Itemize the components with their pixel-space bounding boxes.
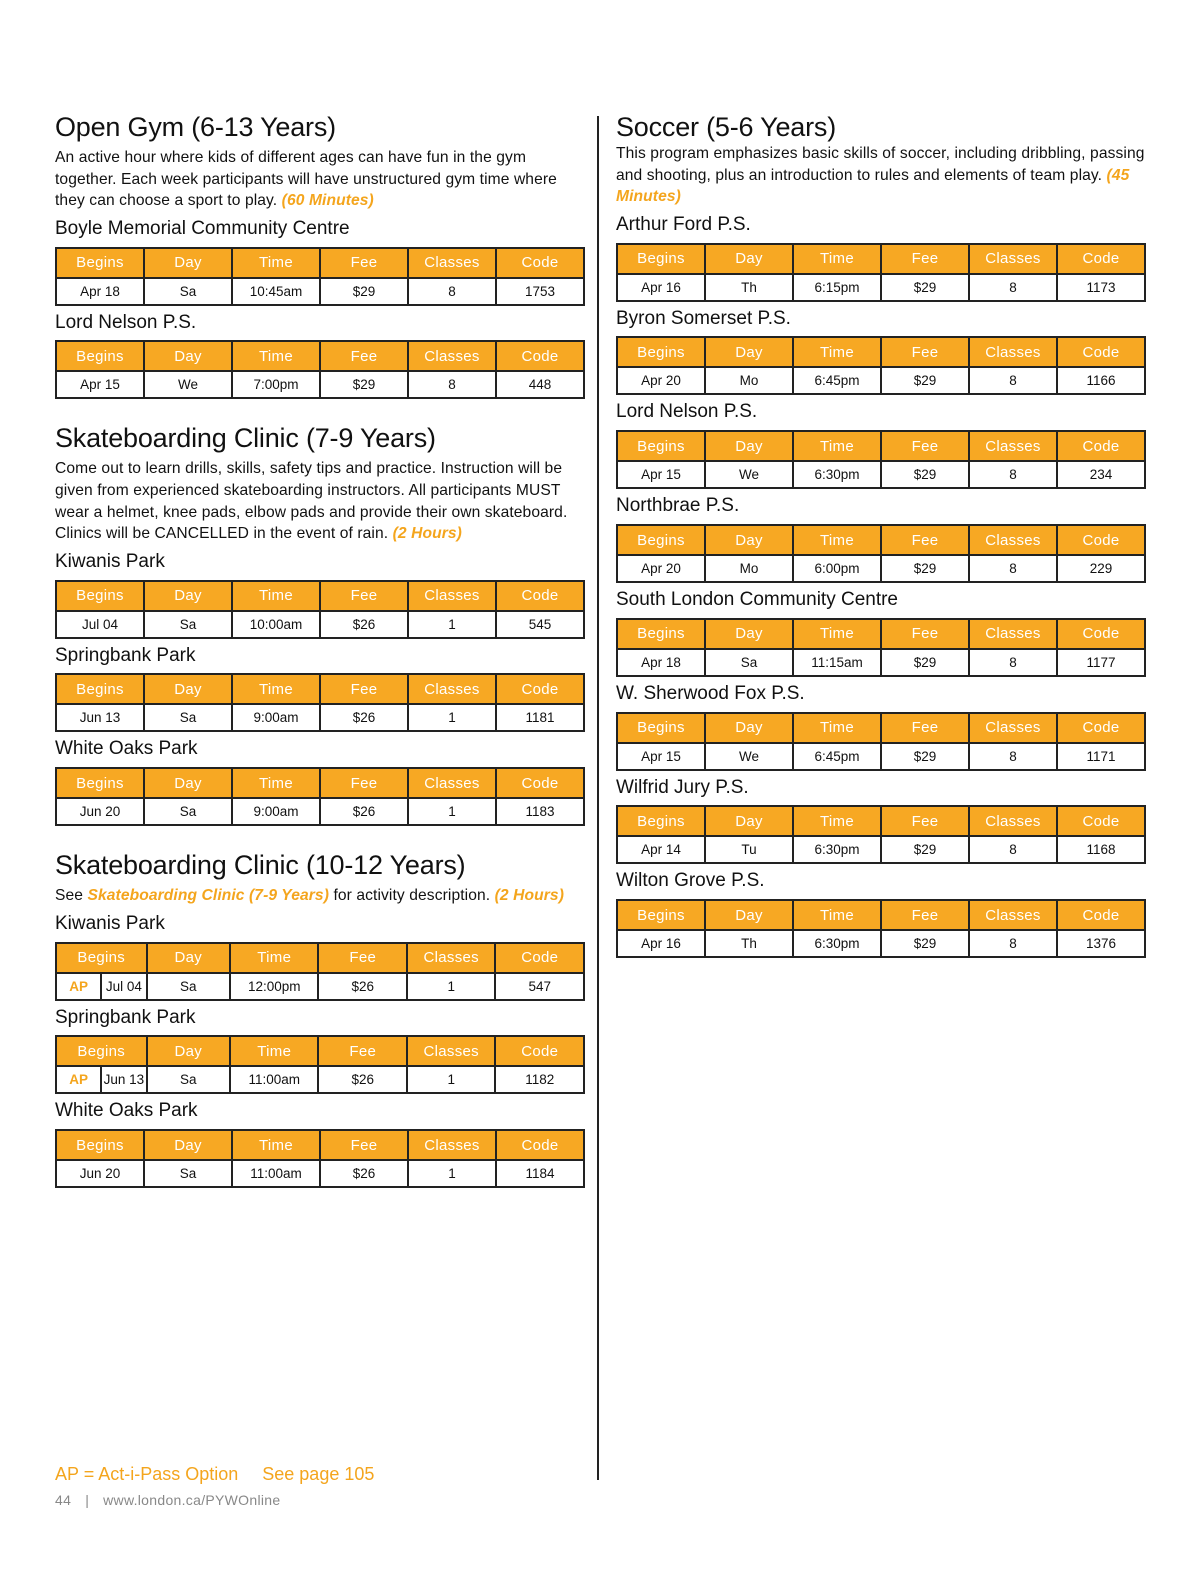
- column-header: Classes: [408, 674, 496, 704]
- table-cell-classes: 1: [407, 973, 496, 1000]
- location-name: South London Community Centre: [616, 589, 898, 611]
- table-row: [617, 461, 1145, 488]
- column-header: Fee: [881, 337, 969, 367]
- column-header: Time: [793, 337, 881, 367]
- schedule-table: [616, 430, 1146, 489]
- footer-url[interactable]: www.london.ca/PYWOnline: [103, 1492, 281, 1508]
- program-skateboarding-10-12: [55, 850, 585, 1188]
- table-row: [56, 611, 584, 638]
- table-row: [56, 278, 584, 305]
- table-cell-day: Sa: [147, 973, 230, 1000]
- schedule-table: [55, 1035, 585, 1094]
- table-cell-classes: 8: [969, 367, 1057, 394]
- table-cell-begins: Apr 16: [617, 274, 705, 301]
- column-header: Fee: [881, 806, 969, 836]
- column-header: Day: [705, 431, 793, 461]
- table-cell-time: 6:45pm: [793, 743, 881, 770]
- table-cell-fee: $29: [881, 743, 969, 770]
- schedule-table: [55, 1129, 585, 1188]
- table-row: [56, 798, 584, 825]
- table-cell-classes: 1: [408, 798, 496, 825]
- column-header: Code: [496, 581, 584, 611]
- location-name: Arthur Ford P.S.: [616, 213, 751, 235]
- program-description: Come out to learn drills, skills, safety tips and practice. Instruction will be given from experienced skateboarding instructors. All participants MUST wear a helmet, knee pads, elbow pads and provide their own skateboard. Clinics will be CANCELLED in the event of rain. (2 Hours): [55, 460, 568, 543]
- column-header: Classes: [408, 768, 496, 798]
- table-cell-classes: 8: [969, 555, 1057, 582]
- column-header: Code: [496, 341, 584, 371]
- table-cell-begins: Apr 20: [617, 367, 705, 394]
- location-name: Wilfrid Jury P.S.: [616, 776, 749, 798]
- table-cell-day: Tu: [705, 836, 793, 863]
- column-header: Code: [495, 943, 584, 973]
- table-row: [56, 704, 584, 731]
- column-header: Fee: [318, 943, 407, 973]
- footer-separator: |: [85, 1492, 90, 1508]
- table-cell-code: 1181: [496, 704, 584, 731]
- table-cell-code: 545: [496, 611, 584, 638]
- table-cell-day: Sa: [144, 278, 232, 305]
- table-cell-day: Sa: [144, 704, 232, 731]
- location-name: Lord Nelson P.S.: [616, 401, 758, 423]
- table-cell-begins: Apr 15: [56, 371, 144, 398]
- column-header: Fee: [881, 525, 969, 555]
- schedule-table: [616, 712, 1146, 771]
- column-header: Code: [496, 674, 584, 704]
- table-cell-time: 10:45am: [232, 278, 320, 305]
- column-header: Code: [1057, 619, 1145, 649]
- column-header: Time: [793, 431, 881, 461]
- table-cell-begins: Jul 04: [101, 973, 146, 1000]
- table-cell-code: 1177: [1057, 649, 1145, 676]
- column-header: Begins: [56, 1130, 144, 1160]
- program-description: This program emphasizes basic skills of soccer, including dribbling, passing and shooting, plus an introduction to rules and elements of team play. (45 Minutes): [616, 145, 1145, 206]
- column-header: Classes: [408, 581, 496, 611]
- table-cell-fee: $26: [318, 973, 407, 1000]
- column-header: Day: [144, 674, 232, 704]
- table-cell-day: Th: [705, 274, 793, 301]
- column-header: Fee: [320, 341, 408, 371]
- location-name: Northbrae P.S.: [616, 495, 740, 517]
- column-header: Begins: [617, 713, 705, 743]
- column-header: Fee: [320, 768, 408, 798]
- column-header: Code: [1057, 713, 1145, 743]
- table-cell-classes: 8: [408, 371, 496, 398]
- table-cell-time: 6:00pm: [793, 555, 881, 582]
- table-cell-day: Sa: [144, 1160, 232, 1187]
- schedule-table: [616, 899, 1146, 958]
- program-duration: (45 Minutes): [616, 166, 1130, 206]
- column-header: Code: [1057, 900, 1145, 930]
- table-cell-begins: Apr 18: [617, 649, 705, 676]
- left-column: [55, 112, 585, 1208]
- table-cell-begins: Jun 20: [56, 798, 144, 825]
- schedule-table: [616, 336, 1146, 395]
- column-header: Begins: [617, 525, 705, 555]
- table-cell-classes: 1: [408, 611, 496, 638]
- page-footer: [55, 1492, 280, 1508]
- table-cell-begins: Jun 20: [56, 1160, 144, 1187]
- table-cell-time: 6:15pm: [793, 274, 881, 301]
- table-cell-time: 11:00am: [232, 1160, 320, 1187]
- column-header: Day: [144, 581, 232, 611]
- table-cell-day: We: [705, 743, 793, 770]
- column-header: Fee: [320, 674, 408, 704]
- table-cell-classes: 1: [408, 704, 496, 731]
- schedule-table: [55, 767, 585, 826]
- ap-legend-text: AP = Act-i-Pass Option: [55, 1464, 239, 1484]
- table-row: [617, 930, 1145, 957]
- column-header: Begins: [617, 619, 705, 649]
- table-row: [617, 274, 1145, 301]
- column-header: Classes: [407, 1036, 496, 1066]
- program-title: Open Gym (6-13 Years): [55, 112, 336, 142]
- program-description: See Skateboarding Clinic (7-9 Years) for activity description. (2 Hours): [55, 887, 564, 905]
- column-header: Classes: [407, 943, 496, 973]
- program-duration: (60 Minutes): [281, 192, 374, 210]
- program-title: Skateboarding Clinic (10-12 Years): [55, 850, 466, 881]
- table-cell-fee: $29: [881, 930, 969, 957]
- column-header: Begins: [56, 1036, 147, 1066]
- location-name: W. Sherwood Fox P.S.: [616, 682, 805, 704]
- table-cell-begins: Apr 15: [617, 461, 705, 488]
- column-header: Time: [793, 244, 881, 274]
- location-name: Springbank Park: [55, 644, 196, 666]
- table-cell-code: 1184: [496, 1160, 584, 1187]
- column-header: Time: [232, 248, 320, 278]
- column-header: Begins: [56, 248, 144, 278]
- column-header: Day: [705, 713, 793, 743]
- table-cell-time: 9:00am: [232, 704, 320, 731]
- page-number: 44: [55, 1492, 72, 1508]
- table-row: [617, 367, 1145, 394]
- column-header: Code: [496, 1130, 584, 1160]
- column-header: Fee: [320, 248, 408, 278]
- table-cell-code: 229: [1057, 555, 1145, 582]
- column-header: Classes: [969, 337, 1057, 367]
- schedule-table: [55, 247, 585, 306]
- table-cell-time: 6:45pm: [793, 367, 881, 394]
- schedule-table: [55, 340, 585, 399]
- location-name: Kiwanis Park: [55, 550, 165, 572]
- table-cell-code: 1753: [496, 278, 584, 305]
- location-list: [55, 218, 585, 400]
- column-header: Classes: [969, 806, 1057, 836]
- table-cell-fee: $29: [881, 649, 969, 676]
- table-cell-code: 1173: [1057, 274, 1145, 301]
- column-header: Time: [230, 943, 319, 973]
- table-cell-classes: 8: [408, 278, 496, 305]
- column-header: Day: [705, 900, 793, 930]
- table-row: [56, 1160, 584, 1187]
- column-header: Fee: [881, 713, 969, 743]
- column-header: Classes: [969, 431, 1057, 461]
- column-divider: [597, 116, 599, 1480]
- table-cell-classes: 8: [969, 649, 1057, 676]
- location-name: Springbank Park: [55, 1006, 196, 1028]
- table-cell-time: 12:00pm: [230, 973, 319, 1000]
- program-open-gym: [55, 112, 585, 399]
- table-row: [56, 973, 584, 1000]
- column-header: Fee: [881, 619, 969, 649]
- column-header: Begins: [56, 674, 144, 704]
- location-name: Boyle Memorial Community Centre: [55, 217, 350, 239]
- column-header: Fee: [318, 1036, 407, 1066]
- column-header: Time: [793, 900, 881, 930]
- table-cell-code: 1183: [496, 798, 584, 825]
- table-cell-code: 1182: [495, 1066, 584, 1093]
- table-cell-code: 1166: [1057, 367, 1145, 394]
- table-cell-fee: $29: [881, 836, 969, 863]
- table-cell-begins: Jul 04: [56, 611, 144, 638]
- table-cell-begins: Apr 20: [617, 555, 705, 582]
- table-cell-fee: $29: [881, 367, 969, 394]
- table-cell-fee: $29: [320, 278, 408, 305]
- column-header: Day: [705, 525, 793, 555]
- table-cell-begins: Jun 13: [101, 1066, 146, 1093]
- table-cell-day: Sa: [144, 611, 232, 638]
- program-soccer: [616, 112, 1146, 958]
- column-header: Classes: [408, 1130, 496, 1160]
- column-header: Classes: [969, 900, 1057, 930]
- table-cell-code: 1376: [1057, 930, 1145, 957]
- location-name: White Oaks Park: [55, 738, 198, 760]
- table-cell-time: 10:00am: [232, 611, 320, 638]
- column-header: Code: [496, 248, 584, 278]
- column-header: Day: [144, 341, 232, 371]
- program-title: Soccer (5-6 Years): [616, 112, 837, 142]
- table-cell-begins: Apr 16: [617, 930, 705, 957]
- table-cell-day: We: [144, 371, 232, 398]
- location-list: [616, 214, 1146, 958]
- column-header: Fee: [881, 244, 969, 274]
- column-header: Classes: [408, 341, 496, 371]
- location-name: Lord Nelson P.S.: [55, 311, 197, 333]
- table-cell-classes: 8: [969, 930, 1057, 957]
- table-row: [617, 555, 1145, 582]
- column-header: Begins: [617, 337, 705, 367]
- column-header: Day: [144, 1130, 232, 1160]
- table-cell-code: 547: [495, 973, 584, 1000]
- table-cell-classes: 8: [969, 743, 1057, 770]
- table-cell-fee: $26: [320, 704, 408, 731]
- column-header: Time: [793, 713, 881, 743]
- see-page-link[interactable]: See page 105: [262, 1464, 375, 1484]
- column-header: Time: [793, 619, 881, 649]
- table-row: [617, 743, 1145, 770]
- location-name: White Oaks Park: [55, 1100, 198, 1122]
- program-title: Skateboarding Clinic (7-9 Years): [55, 423, 436, 454]
- table-cell-day: We: [705, 461, 793, 488]
- column-header: Day: [705, 806, 793, 836]
- table-cell-fee: $26: [320, 798, 408, 825]
- column-header: Begins: [617, 431, 705, 461]
- table-cell-begins: Jun 13: [56, 704, 144, 731]
- program-skateboarding-7-9: [55, 423, 585, 826]
- column-header: Begins: [56, 768, 144, 798]
- column-header: Begins: [56, 581, 144, 611]
- table-cell-time: 6:30pm: [793, 930, 881, 957]
- column-header: Classes: [969, 713, 1057, 743]
- column-header: Day: [705, 337, 793, 367]
- schedule-table: [55, 942, 585, 1001]
- column-header: Code: [1057, 806, 1145, 836]
- column-header: Time: [232, 341, 320, 371]
- column-header: Classes: [969, 619, 1057, 649]
- right-column: [616, 112, 1146, 978]
- column-header: Day: [144, 768, 232, 798]
- column-header: Classes: [969, 244, 1057, 274]
- table-cell-fee: $29: [320, 371, 408, 398]
- schedule-table: [616, 243, 1146, 302]
- location-list: [55, 551, 585, 826]
- column-header: Code: [1057, 244, 1145, 274]
- location-list: [55, 913, 585, 1188]
- column-header: Code: [1057, 431, 1145, 461]
- column-header: Time: [232, 581, 320, 611]
- column-header: Day: [144, 248, 232, 278]
- column-header: Fee: [320, 1130, 408, 1160]
- table-row: [56, 1066, 584, 1093]
- column-header: Code: [496, 768, 584, 798]
- table-cell-classes: 8: [969, 836, 1057, 863]
- table-cell-code: 234: [1057, 461, 1145, 488]
- column-header: Time: [232, 1130, 320, 1160]
- table-cell-day: Mo: [705, 555, 793, 582]
- column-header: Day: [705, 619, 793, 649]
- column-header: Time: [793, 525, 881, 555]
- program-description: An active hour where kids of different ages can have fun in the gym together. Each week participants will have unstructured gym time where they can choose a sport to play. (60 Minutes): [55, 149, 557, 210]
- table-cell-fee: $29: [881, 461, 969, 488]
- column-header: Begins: [617, 244, 705, 274]
- table-cell-fee: $29: [881, 555, 969, 582]
- column-header: Code: [1057, 525, 1145, 555]
- table-cell-begins: Apr 18: [56, 278, 144, 305]
- table-row: [617, 649, 1145, 676]
- table-cell-day: Sa: [705, 649, 793, 676]
- table-cell-classes: 8: [969, 274, 1057, 301]
- column-header: Begins: [56, 341, 144, 371]
- schedule-table: [55, 673, 585, 732]
- column-header: Time: [232, 768, 320, 798]
- table-cell-classes: 1: [407, 1066, 496, 1093]
- act-i-pass-badge: AP: [56, 973, 101, 1000]
- column-header: Time: [230, 1036, 319, 1066]
- column-header: Day: [147, 943, 230, 973]
- table-cell-code: 448: [496, 371, 584, 398]
- table-cell-day: Sa: [144, 798, 232, 825]
- table-cell-time: 6:30pm: [793, 836, 881, 863]
- schedule-table: [616, 524, 1146, 583]
- column-header: Classes: [408, 248, 496, 278]
- program-duration: (2 Hours): [494, 887, 564, 905]
- table-cell-fee: $26: [320, 611, 408, 638]
- table-cell-time: 11:15am: [793, 649, 881, 676]
- column-header: Begins: [617, 806, 705, 836]
- table-cell-fee: $29: [881, 274, 969, 301]
- table-cell-begins: Apr 15: [617, 743, 705, 770]
- location-name: Kiwanis Park: [55, 912, 165, 934]
- table-cell-time: 11:00am: [230, 1066, 319, 1093]
- column-header: Day: [147, 1036, 230, 1066]
- column-header: Fee: [320, 581, 408, 611]
- location-name: Wilton Grove P.S.: [616, 870, 765, 892]
- program-duration: (2 Hours): [392, 525, 462, 543]
- table-row: [56, 371, 584, 398]
- column-header: Begins: [56, 943, 147, 973]
- schedule-table: [616, 805, 1146, 864]
- column-header: Fee: [881, 431, 969, 461]
- table-cell-day: Th: [705, 930, 793, 957]
- act-i-pass-badge: AP: [56, 1066, 101, 1093]
- table-cell-time: 7:00pm: [232, 371, 320, 398]
- column-header: Fee: [881, 900, 969, 930]
- column-header: Code: [1057, 337, 1145, 367]
- table-cell-day: Sa: [147, 1066, 230, 1093]
- table-cell-classes: 1: [408, 1160, 496, 1187]
- table-cell-time: 9:00am: [232, 798, 320, 825]
- column-header: Day: [705, 244, 793, 274]
- column-header: Code: [495, 1036, 584, 1066]
- table-cell-code: 1168: [1057, 836, 1145, 863]
- column-header: Time: [232, 674, 320, 704]
- column-header: Begins: [617, 900, 705, 930]
- table-cell-fee: $26: [318, 1066, 407, 1093]
- table-cell-fee: $26: [320, 1160, 408, 1187]
- schedule-table: [55, 580, 585, 639]
- column-header: Time: [793, 806, 881, 836]
- table-cell-time: 6:30pm: [793, 461, 881, 488]
- table-cell-code: 1171: [1057, 743, 1145, 770]
- schedule-table: [616, 618, 1146, 677]
- location-name: Byron Somerset P.S.: [616, 307, 791, 329]
- table-cell-day: Mo: [705, 367, 793, 394]
- program-reference-link[interactable]: Skateboarding Clinic (7-9 Years): [87, 887, 329, 905]
- table-cell-classes: 8: [969, 461, 1057, 488]
- ap-legend: [55, 1464, 374, 1485]
- column-header: Classes: [969, 525, 1057, 555]
- table-row: [617, 836, 1145, 863]
- table-cell-begins: Apr 14: [617, 836, 705, 863]
